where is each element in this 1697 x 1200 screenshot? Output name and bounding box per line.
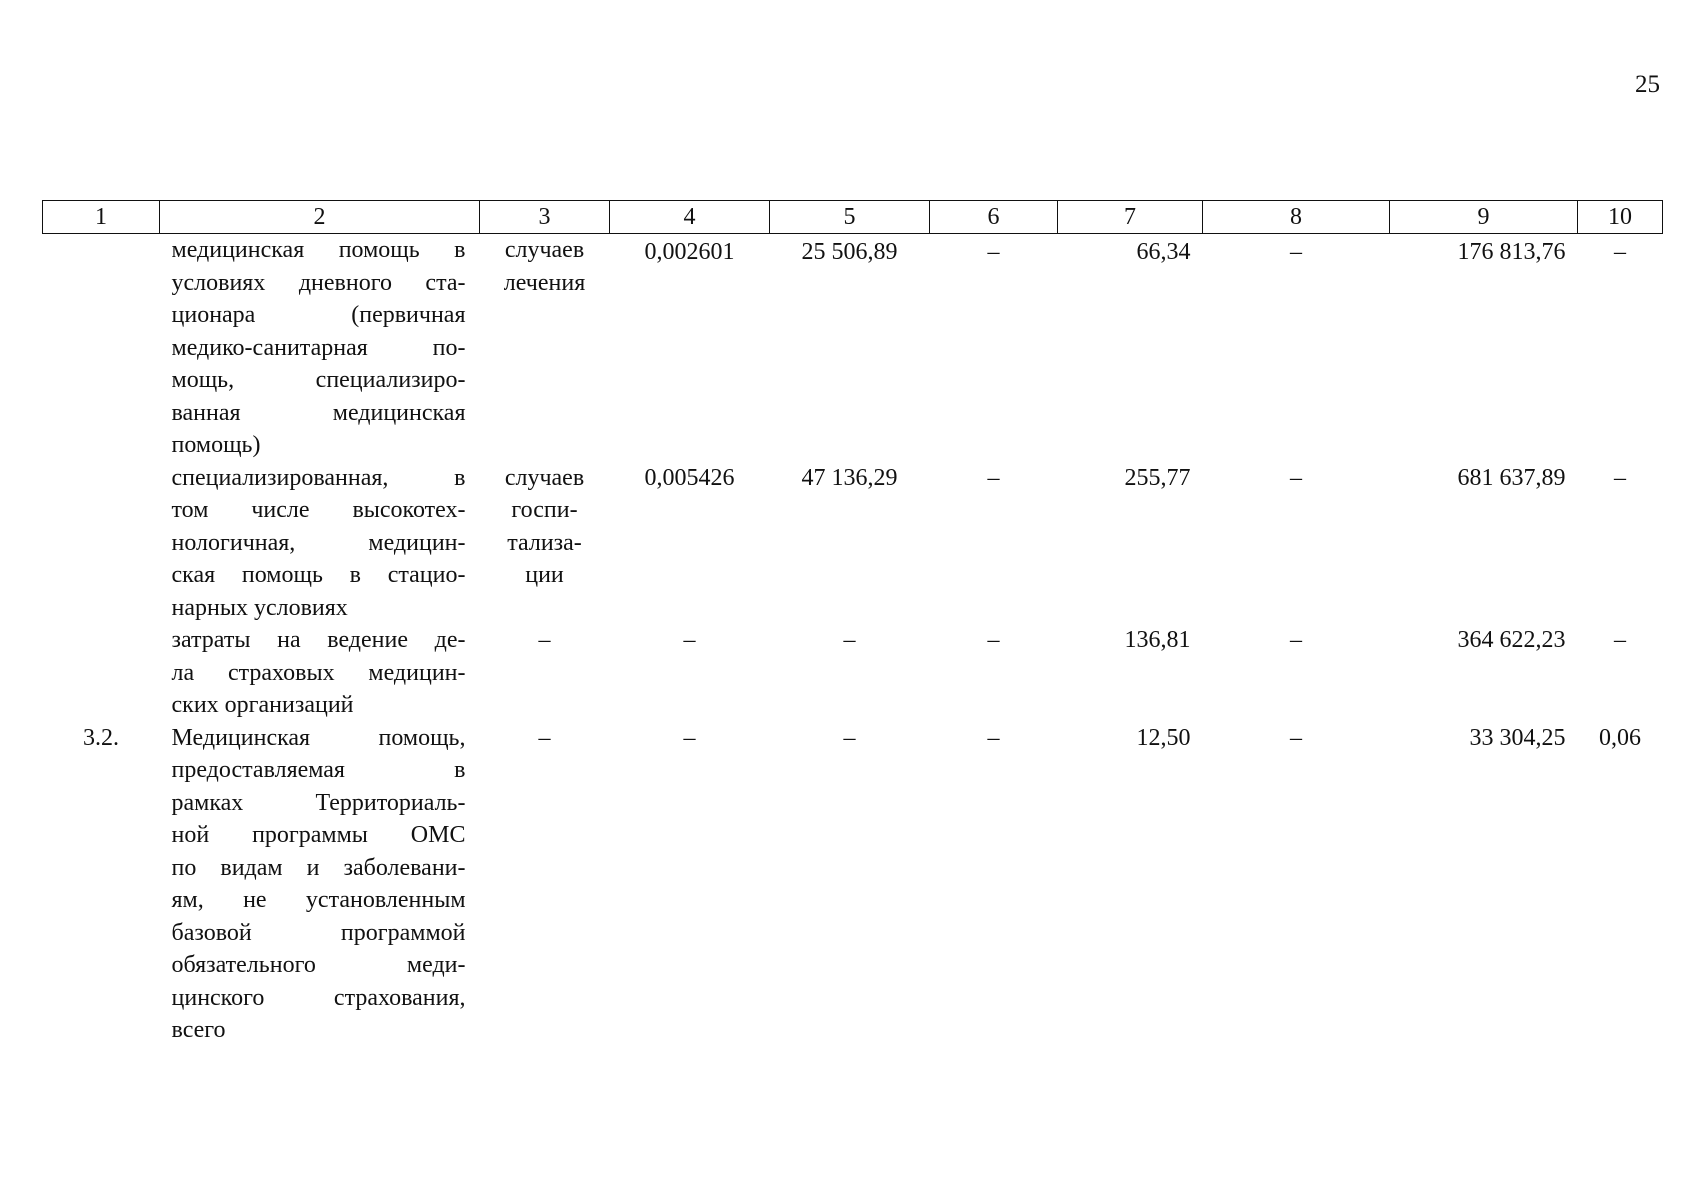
row-cell-10: – [1614,239,1626,265]
header-row [43,201,1663,234]
row-name-line: ских организаций [171,692,354,718]
header-cell-4: 4 [610,201,770,234]
table-row [43,624,1663,722]
row-unit-line: случаев [504,464,585,491]
row-cell-4: – [683,627,696,653]
data-table [42,200,1663,1047]
row-name-line: медицинская помощь в [171,237,466,263]
row-cell-7: 12,50 [1136,724,1191,751]
row-cell-8: – [1290,464,1302,491]
row-unit [480,722,610,1047]
header-cell-10: 10 [1578,201,1663,234]
row-cell-9: 176 813,76 [1457,239,1566,265]
row-name-line: том числе высокотех- [171,497,466,523]
row-name [160,462,480,625]
row-cell-5: 25 506,89 [801,239,898,265]
row-unit-line: тализа- [507,529,582,556]
row-unit-line: случаев [504,237,585,263]
row-cell-8: – [1290,724,1302,751]
row-cell-5: – [843,627,856,653]
row-cell-10: 0,06 [1599,724,1641,751]
row-cell-10: – [1614,464,1626,491]
row-cell-7: 255,77 [1124,464,1191,491]
table-row [43,234,1663,462]
header-cell-2: 2 [160,201,480,234]
row-name-line: затраты на ведение де- [171,627,466,653]
row-cell-6: – [987,724,1000,751]
row-cell-6: – [987,464,1000,491]
row-name-line: ская помощь в стацио- [171,562,466,588]
row-unit [480,624,610,722]
row-cell-10: – [1614,627,1626,653]
row-name-line: специализированная, в [171,464,466,491]
row-cell-8: – [1290,627,1302,653]
row-name-line: ционара (первичная [171,302,466,328]
row-name-line: цинского страхования, [171,984,466,1011]
row-cell-5: – [843,724,856,751]
page-number: 25 [1635,71,1660,98]
row-cell-9: 681 637,89 [1457,464,1566,491]
table-row [43,722,1663,1047]
row-name [160,234,480,462]
header-cell-5: 5 [770,201,930,234]
row-name [160,722,480,1047]
row-unit-line: ции [525,562,564,588]
row-name [160,624,480,722]
header-cell-8: 8 [1203,201,1390,234]
row-cell-4: – [683,724,696,751]
row-name-line: базовой программой [171,919,466,946]
row-unit-line: – [538,724,551,751]
row-unit [480,462,610,625]
row-number [43,624,160,722]
row-name-line: по видам и заболевани- [171,854,466,881]
row-cell-8: – [1290,239,1302,265]
row-cell-9: 33 304,25 [1469,724,1566,751]
row-name-line: ванная медицинская [171,399,466,426]
row-unit-line: госпи- [511,497,578,523]
row-name-line: нарных условиях [171,594,348,621]
row-cell-7: 136,81 [1124,627,1191,653]
row-name-line: ла страховых медицин- [171,659,466,686]
row-name-line: нологичная, медицин- [171,529,466,556]
row-name-line: мощь, специализиро- [171,367,466,393]
row-number: 3.2. [83,724,119,751]
row-name-line: рамках Территориаль- [171,789,466,816]
row-cell-4: 0,002601 [644,239,735,265]
row-name-line: помощь) [171,432,261,458]
row-cell-4: 0,005426 [644,464,735,491]
row-name-line: медико-санитарная по- [171,334,466,361]
row-number [43,462,160,625]
row-name-line: всего [171,1017,226,1043]
row-unit-line: – [538,627,551,653]
row-cell-7: 66,34 [1136,239,1191,265]
row-cell-9: 364 622,23 [1457,627,1566,653]
row-unit [480,234,610,462]
row-cell-5: 47 136,29 [801,464,898,491]
row-name-line: условиях дневного ста- [171,269,466,296]
row-name-line: ям, не установленным [171,887,466,913]
header-cell-1: 1 [43,201,160,234]
row-unit-line: лечения [503,269,586,296]
row-name-line: обязательного меди- [171,952,466,978]
header-cell-6: 6 [930,201,1058,234]
header-cell-3: 3 [480,201,610,234]
row-name-line: ной программы ОМС [171,822,466,848]
header-cell-7: 7 [1058,201,1203,234]
row-cell-6: – [987,239,1000,265]
row-name-line: Медицинская помощь, [171,724,466,751]
row-number [43,234,160,462]
header-cell-9: 9 [1390,201,1578,234]
row-name-line: предоставляемая в [171,757,466,783]
row-cell-6: – [987,627,1000,653]
table-row [43,462,1663,625]
